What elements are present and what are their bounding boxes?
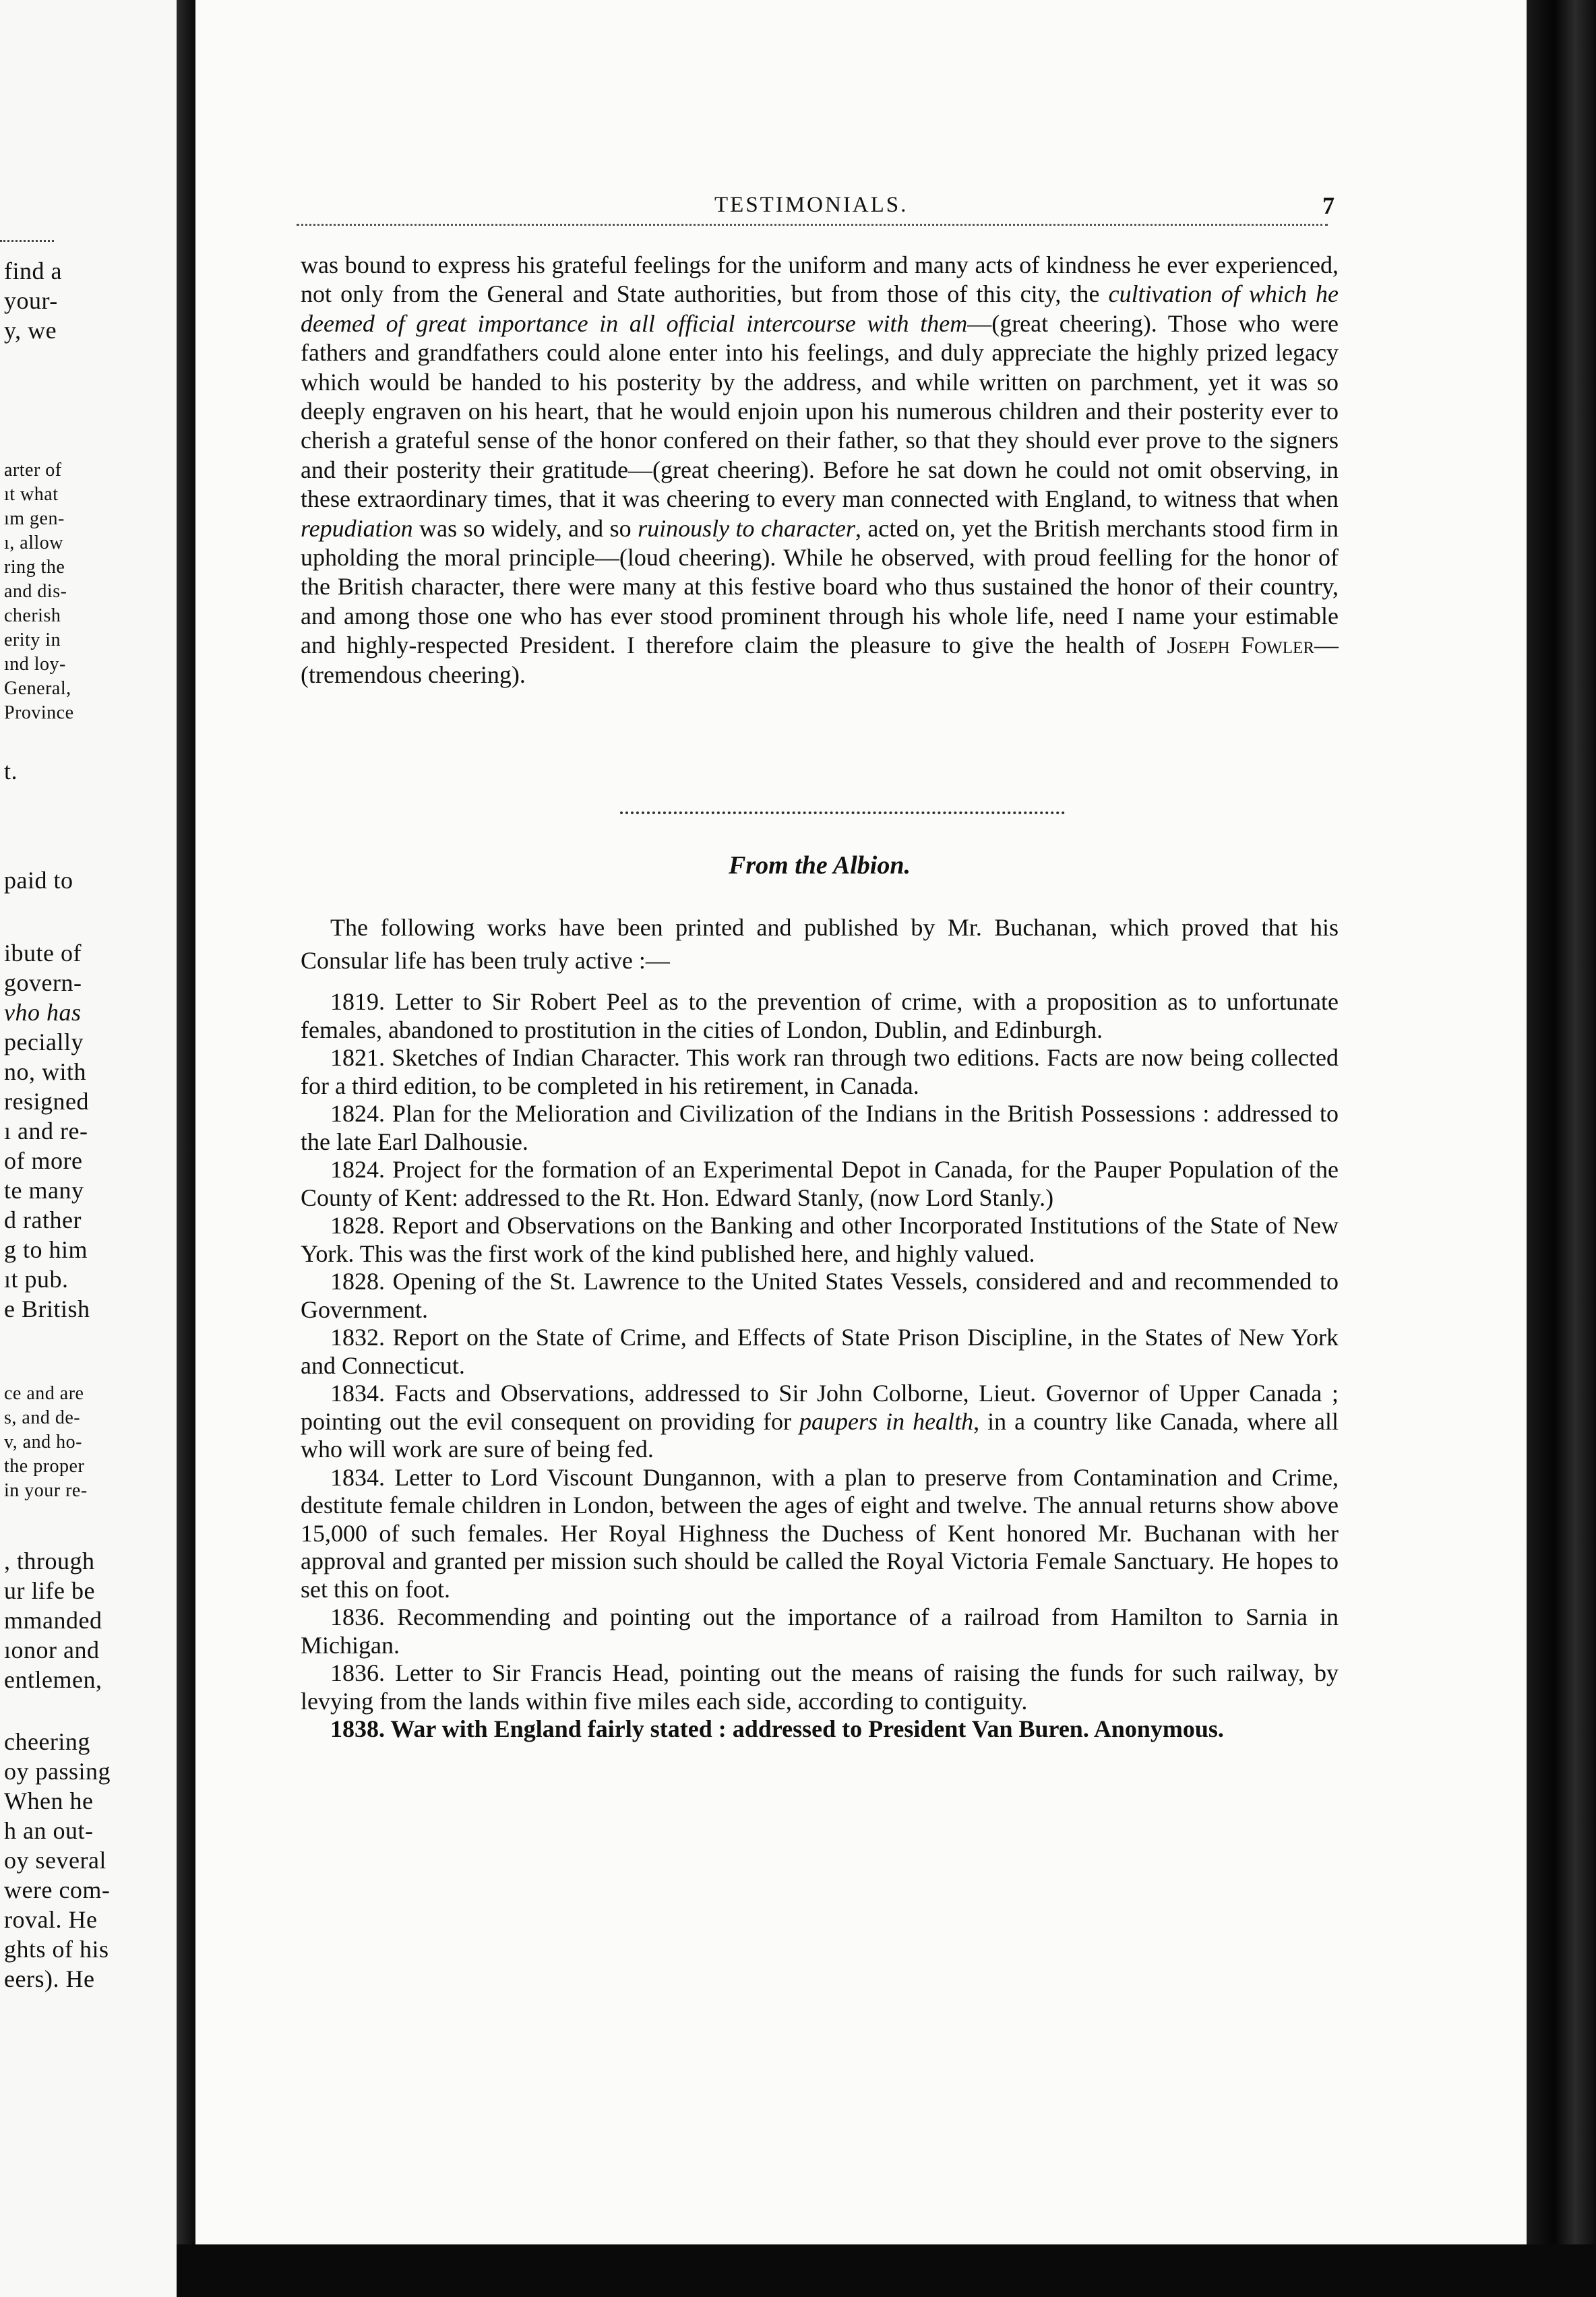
left-page-fragment: pecially [4,1029,84,1055]
work-entry: 1834. Letter to Lord Viscount Dungannon, with a plan to preserve from Contamination and Crime, destitute female children in London, between the ages of eight and twelve. The annual returns show above 15,000 of such females. Her Royal Highness the Duchess of Kent honored Mr. Buchanan with her approval and granted per mission such should be called the Royal Victoria Female Sanctuary. He hopes to set this on foot. [301,1463,1339,1603]
running-head [297,182,1334,222]
work-entry: 1824. Project for the formation of an Experimental Depot in Canada, for the Pauper Population of the County of Kent: addressed to the Rt. Hon. Edward Stanly, (now Lord Stanly.) [301,1156,1339,1211]
left-ornament-rule [0,233,54,242]
left-page-fragment: s, and de- [4,1407,81,1428]
left-page-fragment: y, we [4,317,57,344]
left-page-fragment: oy several [4,1847,106,1874]
left-page-fragment: ur life be [4,1577,95,1604]
left-page-fragment: govern- [4,969,82,996]
left-page-fragment: t. [4,758,18,785]
works-intro-text: The following works have been printed and published by Mr. Buchanan, which proved that his Consular life has been truly active :— [301,914,1339,974]
section-ornament-rule [620,805,1065,814]
left-page-fragment: ıonor and [4,1636,100,1663]
left-page-fragment: ibute of [4,940,82,967]
works-list [301,988,1339,1744]
work-entry: 1821. Sketches of Indian Character. This work ran through two editions. Facts are now being collected for a third edition, to be completed in his retirement, in Canada. [301,1044,1339,1099]
page-number: 7 [1322,192,1334,219]
works-intro [301,911,1339,977]
left-page-fragment: mmanded [4,1607,102,1634]
section-heading: From the Albion. [729,851,911,880]
work-entry: 1828. Report and Observations on the Banking and other Incorporated Institutions of the State of New York. This was the first work of the kind published here, and highly valued. [301,1212,1339,1267]
work-entry: 1832. Report on the State of Crime, and Effects of State Prison Discipline, in the States of New York and Connecticut. [301,1324,1339,1379]
left-page-fragment: d rather [4,1206,82,1233]
work-entry: 1838. War with England fairly stated : addressed to President Van Buren. Anonymous. [330,1715,1224,1742]
work-entry: 1834. Facts and Observations, addressed to Sir John Colborne, Lieut. Governor of Upper Canada ; pointing out the evil consequent on providing for paupers in health, in a country like Canada, where all who will work are sure of being fed. [301,1380,1339,1463]
left-page-fragment: were com- [4,1876,111,1903]
running-title: TESTIMONIALS. [714,193,909,217]
left-page-fragment: ıt what [4,484,59,505]
left-page-fragment: General, [4,678,71,699]
left-page-fragment: ıt pub. [4,1266,69,1293]
left-page-fragment: find a [4,257,62,284]
page-edge-shadow [1527,0,1596,2297]
header-dotted-rule [297,224,1328,226]
work-entry: 1828. Opening of the St. Lawrence to the United States Vessels, considered and and recommended to Government. [301,1268,1339,1323]
left-page-fragment: ım gen- [4,508,65,529]
left-page-fragment: arter of [4,460,62,481]
left-page-fragment: ı, allow [4,532,63,553]
left-page-fragment: cheering [4,1728,90,1755]
left-page-fragment: paid to [4,867,73,894]
left-page-fragment: of more [4,1147,83,1174]
left-page-fragment: no, with [4,1058,87,1085]
speech-paragraph [301,251,1339,690]
left-page-fragment: resigned [4,1088,89,1115]
left-facing-page [0,0,177,2297]
left-page-fragment: ınd loy- [4,654,66,675]
left-page-fragment: eers). He [4,1965,95,1992]
book-gutter [177,0,195,2297]
left-page-fragment: When he [4,1787,94,1814]
left-page-fragment: cherish [4,605,61,626]
left-page-fragment: ring the [4,557,65,578]
left-page-fragment: roval. He [4,1906,98,1933]
bottom-edge-shadow [177,2244,1596,2297]
left-page-fragment: ce and are [4,1383,84,1404]
work-entry: 1836. Letter to Sir Francis Head, pointing out the means of raising the funds for such railway, by levying from the lands within five miles each side, according to contiguity. [301,1659,1339,1715]
work-entry: 1819. Letter to Sir Robert Peel as to the prevention of crime, with a proposition as to unfortunate females, abandoned to prostitution in the cities of London, Dublin, and Edinburgh. [301,988,1339,1043]
left-page-fragment: in your re- [4,1480,88,1501]
work-entry: 1836. Recommending and pointing out the importance of a railroad from Hamilton to Sarnia in Michigan. [301,1603,1339,1659]
left-page-fragment: ghts of his [4,1936,109,1963]
left-page-fragment: erity in [4,630,61,650]
left-page-fragment: h an out- [4,1817,94,1844]
left-page-fragment: the proper [4,1456,85,1477]
left-page-fragment: your- [4,287,58,314]
left-page-fragment: and dis- [4,581,67,602]
left-page-fragment: e British [4,1295,90,1322]
left-page-fragment: vho has [4,999,82,1026]
left-page-fragment: , through [4,1548,95,1574]
speech-text: was bound to express his grateful feelings for the uniform and many acts of kindness he ever experienced, not only from the General and State authorities, but from those of this city, the cultivation of which he deemed of great importance in all official intercourse with them—(great cheering). Those who were fathers and grandfathers could alone enter into his feelings, and duly appreciate the highly prized legacy which would be handed to his posterity by the address, and while written on parchment, yet it was so deeply engraven on his heart, that he would enjoin upon his numerous children and their posterity ever to cherish a grateful sense of the honor confered on their father, so that they should ever prove to the signers and their posterity their gratitude—(great cheering). Before he sat down he could not omit observing, in these extraordinary times, that it was cheering to every man connected with England, to witness that when repudiation was so widely, and so ruinously to character, acted on, yet the British merchants stood firm in upholding the moral principle—(loud cheering). While he observed, with proud feelling for the honor of the British character, there were many at this festive board who thus sustained the honor of their country, and among those one who has ever stood prominent through his whole life, need I name your estimable and highly-respected President. I therefore claim the pleasure to give the health of Joseph Fowler—(tremendous cheering). [301,251,1339,688]
left-page-fragment: ı and re- [4,1117,88,1144]
left-page-fragment: v, and ho- [4,1432,82,1452]
left-page-fragment: Province [4,702,74,723]
left-page-fragment: oy passing [4,1758,111,1785]
left-page-fragment: entlemen, [4,1666,102,1693]
left-page-fragment: te many [4,1177,84,1204]
left-page-fragment: g to him [4,1236,88,1263]
work-entry: 1824. Plan for the Melioration and Civilization of the Indians in the British Possessions : addressed to the late Earl Dalhousie. [301,1100,1339,1155]
